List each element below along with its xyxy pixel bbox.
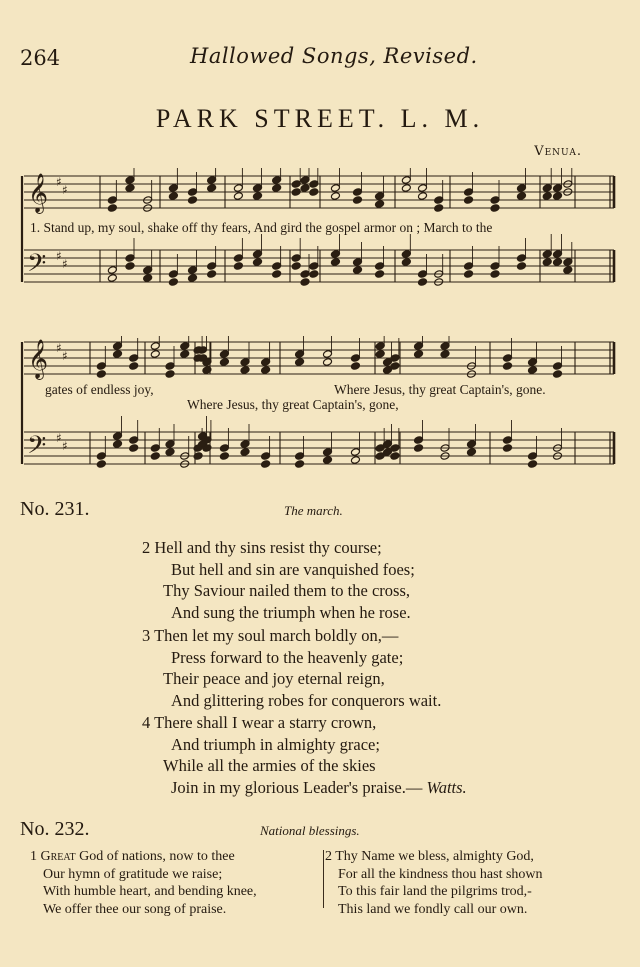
stanza-line: But hell and sin are vanquished foes;	[171, 559, 415, 579]
tune-title: PARK STREET. L. M.	[155, 104, 485, 133]
svg-text:𝄢: 𝄢	[27, 249, 47, 284]
stanza-3	[142, 625, 441, 711]
lyric-line-2: gates of endless joy,	[45, 382, 154, 397]
stanza-line: And sung the triumph when he rose.	[171, 602, 411, 622]
svg-text:♯: ♯	[62, 257, 68, 271]
lyric-line-1: 1. Stand up, my soul, shake off thy fears, And gird the gospel armor on ; March to the	[30, 220, 493, 235]
staff	[24, 336, 614, 380]
staff	[24, 168, 614, 214]
stanza-line: To this fair land the pilgrims trod,-	[338, 884, 532, 899]
staff	[24, 416, 614, 468]
column-divider	[323, 850, 324, 908]
hymn-number-232: No. 232.	[20, 818, 90, 840]
stanza-line: 2 Hell and thy sins resist thy course;	[142, 538, 382, 557]
stanza-line: With humble heart, and bending knee,	[43, 884, 257, 899]
stanza-line: Their peace and joy eternal reign,	[163, 669, 385, 688]
stanza-line: And glittering robes for conquerors wait.	[171, 690, 442, 710]
lyric-line-4: Where Jesus, thy great Captain's, gone,	[187, 397, 399, 412]
composer: Venua.	[534, 144, 582, 159]
page-number: 264	[20, 46, 61, 70]
hymn-232-left-column	[30, 848, 257, 918]
svg-text:𝄢: 𝄢	[27, 431, 47, 466]
svg-text:♯: ♯	[56, 175, 62, 189]
svg-text:𝄞: 𝄞	[28, 173, 49, 213]
hymn-number-231: No. 231.	[20, 498, 90, 520]
stanza-line: 3 Then let my soul march boldly on,—	[142, 626, 399, 645]
stanza-line: 1 Great God of nations, now to thee	[30, 849, 235, 864]
stanza-4	[142, 712, 467, 798]
stanza-line: Join in my glorious Leader's praise.— Watts.	[171, 777, 467, 797]
stanza-line: And triumph in almighty grace;	[171, 734, 380, 754]
svg-text:𝄞: 𝄞	[28, 339, 49, 379]
stanza-line: Thy Saviour nailed them to the cross,	[163, 581, 410, 600]
svg-text:♯: ♯	[62, 349, 68, 363]
stanza-line: For all the kindness thou hast shown	[338, 866, 543, 882]
stanza-line: 4 There shall I wear a starry crown,	[142, 713, 377, 732]
stanza-line: Our hymn of gratitude we raise;	[43, 866, 223, 882]
hymn-subtitle-231: The march.	[284, 503, 343, 518]
svg-text:♯: ♯	[62, 439, 68, 453]
stanza-line: While all the armies of the skies	[163, 756, 376, 775]
hymn-author: Watts.	[426, 777, 467, 797]
stanza-line: 2 Thy Name we bless, almighty God,	[325, 849, 534, 864]
svg-text:♯: ♯	[56, 249, 62, 263]
hymn-subtitle-232: National blessings.	[260, 823, 360, 838]
lyric-line-3: Where Jesus, thy great Captain's, gone.	[334, 382, 546, 397]
staff	[24, 234, 614, 286]
stanza-line: We offer thee our song of praise.	[43, 901, 227, 917]
svg-text:♯: ♯	[62, 183, 68, 197]
running-head: Hallowed Songs, Revised.	[190, 44, 478, 68]
stanza-line: This land we fondly call our own.	[338, 901, 528, 917]
stanza-2	[142, 537, 415, 623]
svg-text:♯: ♯	[56, 341, 62, 355]
hymn-232-right-column	[325, 848, 543, 918]
stanza-line: Press forward to the heavenly gate;	[171, 647, 404, 667]
svg-text:♯: ♯	[56, 431, 62, 445]
